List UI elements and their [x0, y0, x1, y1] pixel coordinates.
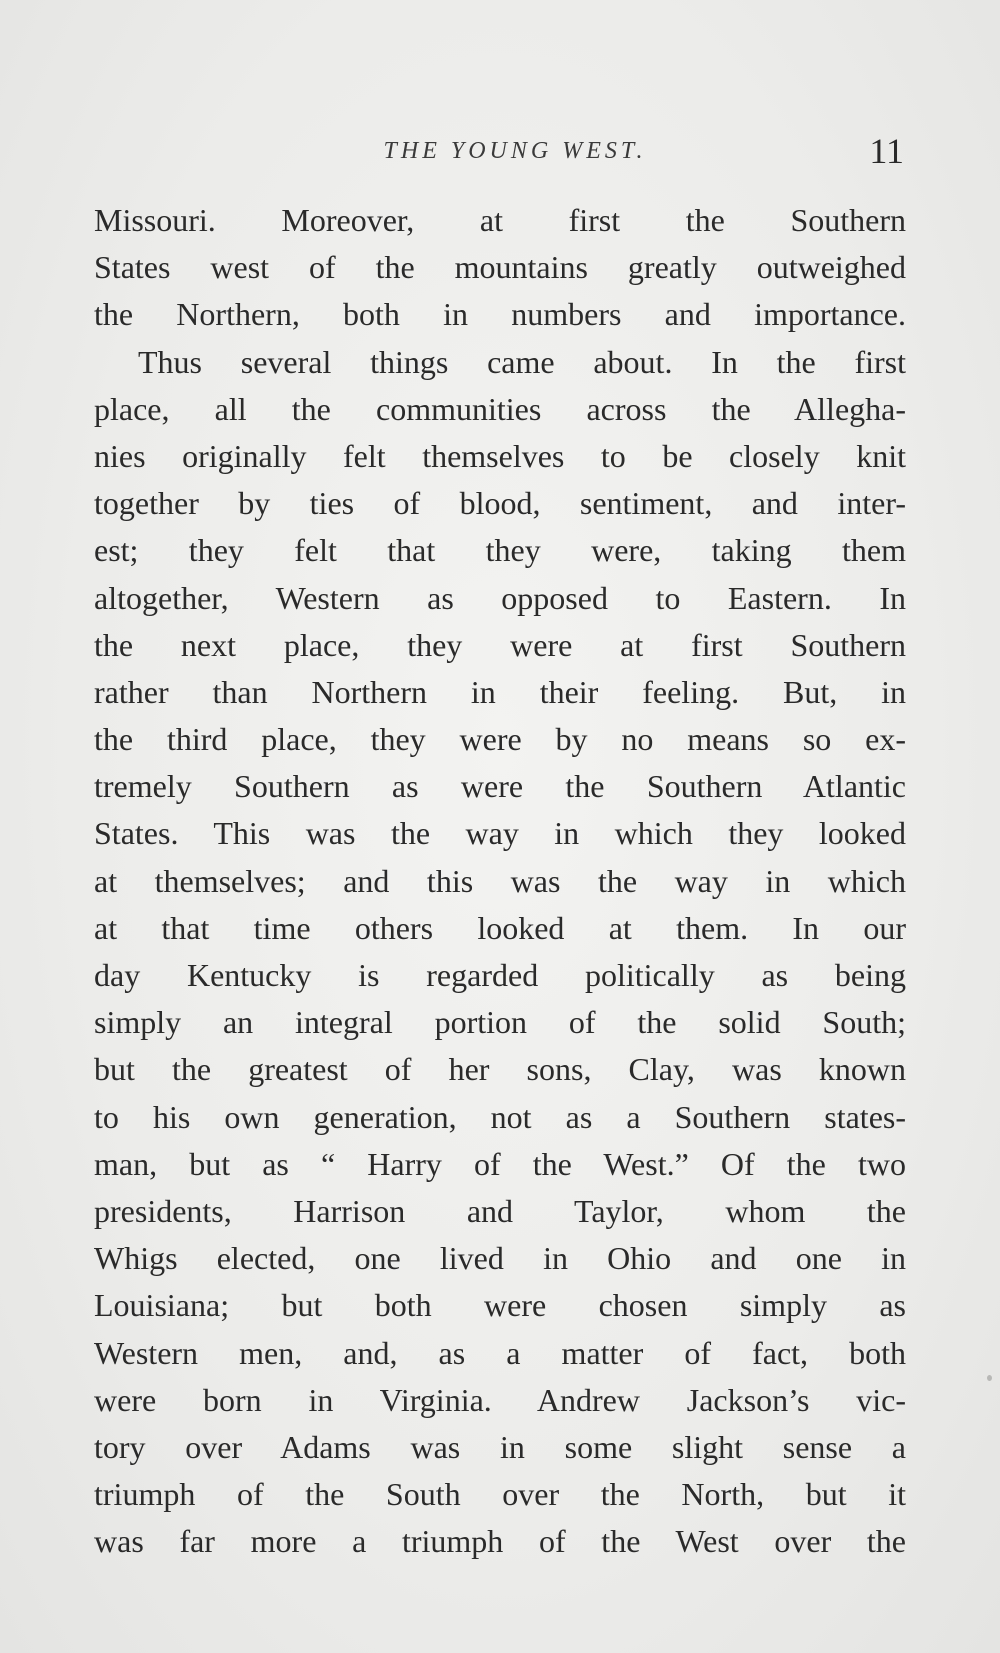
text-line: tory over Adams was in some slight sense a	[94, 1428, 906, 1465]
text-line: day Kentucky is regarded politically as being	[94, 957, 906, 993]
text-line: man, but as “ Harry of the West.” Of the two	[94, 1145, 906, 1182]
text-line: tremely Southern as were the Southern Atlantic	[94, 768, 906, 805]
text-line: altogether, Western as opposed to Eastern. In	[94, 579, 906, 616]
text-line: presidents, Harrison and Taylor, whom the	[94, 1192, 906, 1229]
running-head	[94, 130, 906, 180]
text-line: Louisiana; but both were chosen simply as	[94, 1287, 906, 1324]
text-line: to his own generation, not as a Southern states-	[94, 1098, 906, 1135]
text-line: place, all the communities across the Allegha-	[94, 390, 906, 427]
text-line: were born in Virginia. Andrew Jackson’s vic-	[94, 1381, 906, 1418]
text-line: States. This was the way in which they looked	[94, 815, 906, 852]
paragraph-start-line: Thus several things came about. In the first	[138, 343, 906, 380]
text-line: Western men, and, as a matter of fact, both	[94, 1334, 906, 1371]
text-line: est; they felt that they were, taking them	[94, 532, 906, 569]
text-line: the third place, they were by no means so ex-	[94, 721, 906, 758]
page-number: 11	[869, 131, 904, 171]
text-line: the next place, they were at first Southern	[94, 626, 906, 663]
text-line: the Northern, both in numbers and importance.	[94, 296, 906, 333]
text-line: but the greatest of her sons, Clay, was known	[94, 1051, 906, 1088]
text-line: together by ties of blood, sentiment, and inter-	[94, 485, 906, 522]
paper-speck	[987, 1375, 992, 1381]
text-line: States west of the mountains greatly outweighed	[94, 249, 906, 286]
text-line: at themselves; and this was the way in which	[94, 862, 906, 899]
text-line: triumph of the South over the North, but it	[94, 1476, 906, 1513]
text-line: nies originally felt themselves to be closely knit	[94, 437, 906, 474]
text-line: simply an integral portion of the solid South;	[94, 1004, 906, 1041]
running-title: THE YOUNG WEST.	[383, 138, 647, 164]
text-line: at that time others looked at them. In our	[94, 909, 906, 946]
text-line: Whigs elected, one lived in Ohio and one in	[94, 1240, 906, 1277]
text-line: was far more a triumph of the West over the	[94, 1523, 906, 1560]
text-line: Missouri. Moreover, at first the Southern	[94, 202, 906, 238]
body-text	[94, 197, 906, 1565]
text-line: rather than Northern in their feeling. But, in	[94, 673, 906, 710]
